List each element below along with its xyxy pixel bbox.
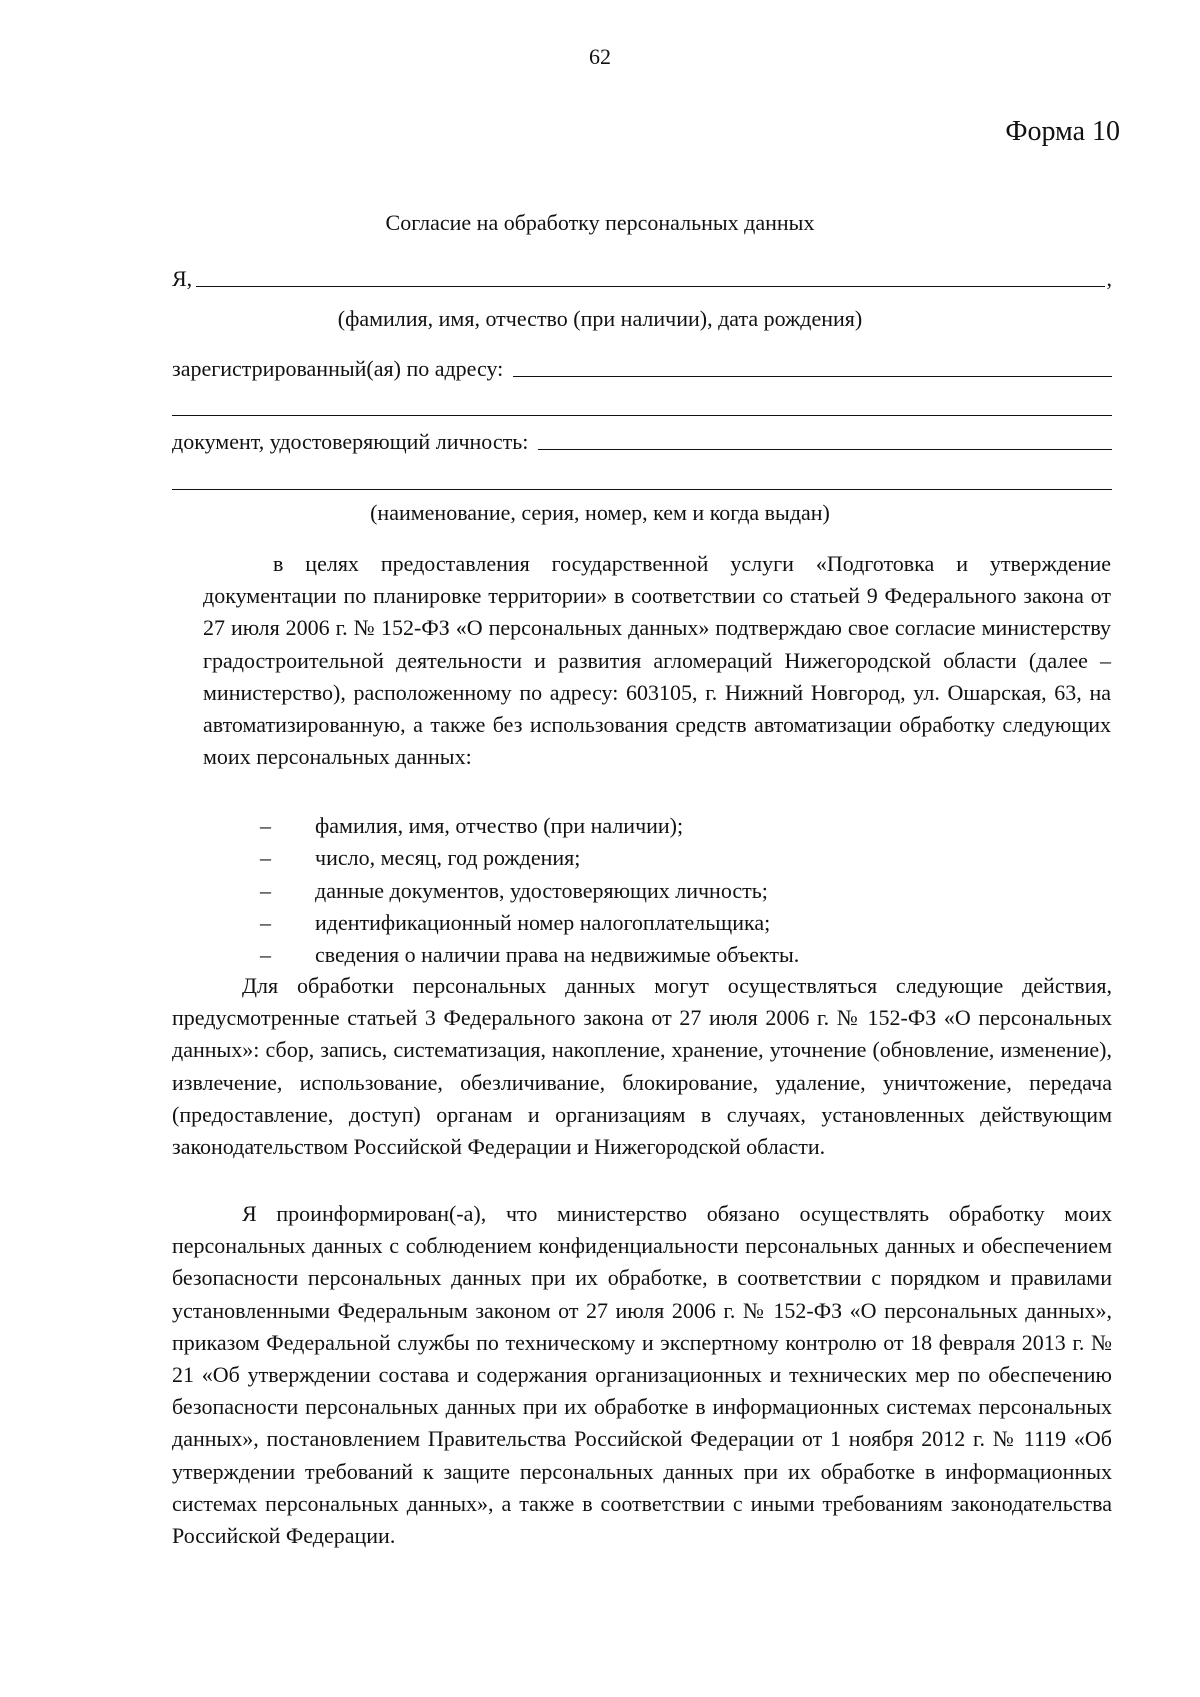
fio-suffix: , — [1106, 266, 1112, 291]
list-item-text: данные документов, удостоверяющих личность; — [315, 877, 768, 903]
page-number: 62 — [589, 44, 611, 69]
list-item — [250, 842, 1110, 874]
list-item-text: сведения о наличии права на недвижимые объекты. — [315, 942, 800, 968]
address-field[interactable] — [513, 376, 1112, 377]
fio-caption: (фамилия, имя, отчество (при наличии), дата рождения) — [337, 306, 863, 331]
address-line — [172, 352, 1112, 382]
informed-paragraph: Я проинформирован(-а), что министерство обязано осуществлять обработку моих персональных данных с соблюдением конфиденциальности персональных данных и обеспечением безопасности персональных данных при их обработке, в соответствии с порядком и правилами установленными Федеральным законом от 27 июля 2006 г. № 152-ФЗ «О персональных данных», приказом Федеральной службы по техническому и экспертному контролю от 18 февраля 2013 г. № 21 «Об утверждении состава и содержания организационных и технических мер по обеспечению безопасности персональных данных при их обработке в информационных системах персональных данных», постановлением Правительства Российской Федерации от 1 ноября 2012 г. № 1119 «Об утверждении требований к защите персональных данных при их обработке в информационных системах персональных данных», а также в соответствии с иными требованиям законодательства Российской Федерации. — [172, 1201, 1112, 1549]
list-item — [250, 875, 1110, 907]
form-label: Форма 10 — [1005, 116, 1120, 147]
list-dash: – — [260, 813, 271, 838]
list-dash: – — [260, 942, 271, 968]
actions-paragraph: Для обработки персональных данных могут осуществляться следующие действия, предусмотренные статьей 3 Федерального закона от 27 июля 2006 г. № 152-ФЗ «О персональных данных»: сбор, запись, систематизация, накопление, хранение, уточнение (обновление, изменение), извлечение, использование, обезличивание, блокирование, удаление, уничтожение, передача (предоставление, доступ) органам и организациям в случаях, установленных действующим законодательством Российской Федерации и Нижегородской области. — [172, 973, 1112, 1160]
list-item-text: идентификационный номер налогоплательщика; — [315, 909, 771, 935]
actions-paragraph-block — [172, 970, 1112, 1163]
list-item — [250, 939, 1110, 971]
list-dash: – — [260, 845, 271, 871]
list-item-text: фамилия, имя, отчество (при наличии); — [315, 813, 684, 838]
document-title: Согласие на обработку персональных данных — [385, 210, 815, 235]
list-item — [250, 810, 1110, 842]
list-dash: – — [260, 877, 271, 903]
address-label: зарегистрированный(ая) по адресу: — [172, 356, 504, 381]
list-item-text: число, месяц, год рождения; — [315, 845, 581, 871]
personal-data-list — [250, 810, 1110, 971]
fio-line — [172, 262, 1112, 292]
document-field-continuation[interactable] — [172, 489, 1112, 490]
informed-paragraph-block — [172, 1198, 1112, 1552]
document-line — [172, 425, 1112, 455]
document-field[interactable] — [538, 449, 1112, 450]
list-dash: – — [260, 909, 271, 935]
fio-prefix: Я, — [172, 266, 193, 291]
purpose-paragraph-block — [203, 548, 1111, 773]
purpose-paragraph: в целях предоставления государственной услуги «Подготовка и утверждение документации по планировке территории» в соответствии со статьей 9 Федерального закона от 27 июля 2006 г. № 152-ФЗ «О персональных данных» подтверждаю свое согласие министерству градостроительной деятельности и развития агломераций Нижегородской области (далее – министерство), расположенному по адресу: 603105, г. Нижний Новгород, ул. Ошарская, 63, на автоматизированную, а также без использования средств автоматизации обработку следующих моих персональных данных: — [203, 551, 1111, 770]
fio-field[interactable] — [196, 286, 1104, 287]
document-label: документ, удостоверяющий личность: — [172, 429, 529, 454]
document-caption: (наименование, серия, номер, кем и когда выдан) — [370, 500, 830, 525]
address-field-continuation[interactable] — [172, 415, 1112, 416]
list-item — [250, 907, 1110, 939]
